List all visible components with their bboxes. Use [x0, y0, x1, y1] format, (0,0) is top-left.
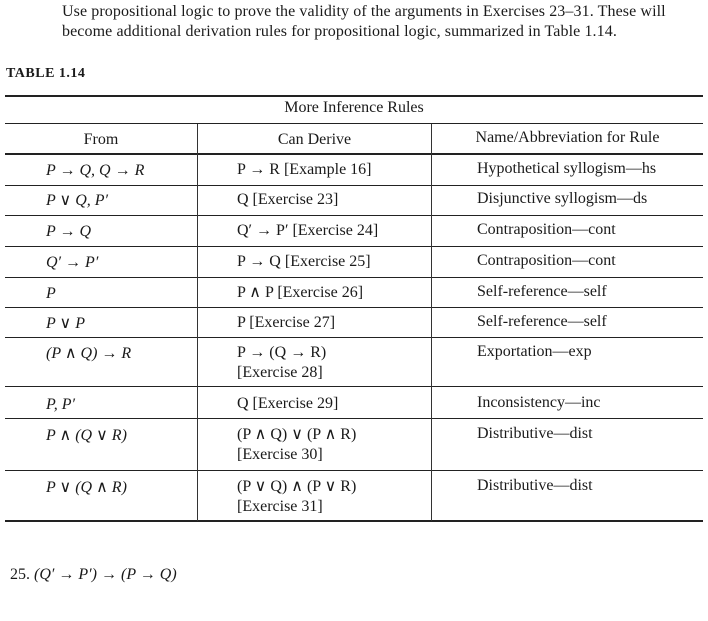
cell-rule-name: Contraposition—cont: [477, 221, 616, 238]
table-top-rule: [5, 95, 703, 97]
cell-can-derive: P → (Q → R): [237, 344, 327, 361]
cell-rule-name: Exportation—exp: [477, 343, 592, 360]
table-bottom-rule: [5, 520, 703, 522]
cell-can-derive-ref: [Exercise 31]: [237, 498, 323, 515]
cell-from: P ∨ (Q ∧ R): [46, 479, 127, 496]
cell-rule-name: Disjunctive syllogism—ds: [477, 190, 648, 207]
row-divider: [5, 307, 703, 308]
row-divider: [5, 185, 703, 186]
column-header-can-derive: Can Derive: [277, 131, 352, 148]
cell-can-derive: (P ∧ Q) ∨ (P ∧ R): [237, 426, 357, 443]
title-rule: [5, 123, 703, 124]
exercise-expression: (Q′ → P′) → (P → Q): [34, 566, 177, 583]
intro-line-1: Use propositional logic to prove the validity of the arguments in Exercises 23–31. These will: [62, 3, 666, 20]
exercise-number: 25.: [10, 566, 30, 583]
cell-rule-name: Self-reference—self: [477, 313, 607, 330]
exercise-25: [10, 566, 177, 584]
column-header-from: From: [83, 131, 119, 148]
row-divider: [5, 277, 703, 278]
cell-from: P ∨ P: [46, 315, 85, 332]
intro-paragraph: [62, 2, 702, 42]
column-separator: [197, 124, 198, 521]
cell-rule-name: Self-reference—self: [477, 283, 607, 300]
cell-can-derive: P [Exercise 27]: [237, 314, 336, 331]
cell-from: P ∧ (Q ∨ R): [46, 427, 127, 444]
row-divider: [5, 470, 703, 471]
table-caption: TABLE 1.14: [6, 66, 86, 81]
cell-from: P → Q: [46, 223, 92, 240]
cell-rule-name: Contraposition—cont: [477, 252, 616, 269]
intro-line-2: become additional derivation rules for propositional logic, summarized in Table 1.14.: [62, 23, 617, 40]
column-header-rule-name: Name/Abbreviation for Rule: [475, 129, 660, 146]
row-divider: [5, 337, 703, 338]
cell-can-derive: P ∧ P [Exercise 26]: [237, 284, 364, 301]
cell-can-derive: Q′ → P′ [Exercise 24]: [237, 222, 379, 239]
cell-can-derive-ref: [Exercise 28]: [237, 364, 323, 381]
header-rule: [5, 153, 703, 155]
cell-rule-name: Distributive—dist: [477, 425, 593, 442]
cell-rule-name: Hypothetical syllogism—hs: [477, 160, 657, 177]
cell-can-derive-ref: [Exercise 30]: [237, 446, 323, 463]
cell-rule-name: Inconsistency—inc: [477, 394, 601, 411]
row-divider: [5, 215, 703, 216]
cell-from: (P ∧ Q) → R: [46, 345, 132, 362]
row-divider: [5, 386, 703, 387]
cell-can-derive: Q [Exercise 23]: [237, 191, 339, 208]
cell-from: P, P′: [46, 396, 75, 413]
cell-can-derive: Q [Exercise 29]: [237, 395, 339, 412]
cell-from: P → Q, Q → R: [46, 162, 145, 179]
row-divider: [5, 418, 703, 419]
cell-can-derive: P → R [Example 16]: [237, 161, 372, 178]
row-divider: [5, 246, 703, 247]
column-separator: [431, 124, 432, 521]
table-title: More Inference Rules: [284, 99, 424, 116]
cell-from: P: [46, 285, 56, 302]
cell-from: Q′ → P′: [46, 254, 99, 271]
cell-from: P ∨ Q, P′: [46, 192, 109, 209]
cell-rule-name: Distributive—dist: [477, 477, 593, 494]
cell-can-derive: P → Q [Exercise 25]: [237, 253, 371, 270]
cell-can-derive: (P ∨ Q) ∧ (P ∨ R): [237, 478, 357, 495]
